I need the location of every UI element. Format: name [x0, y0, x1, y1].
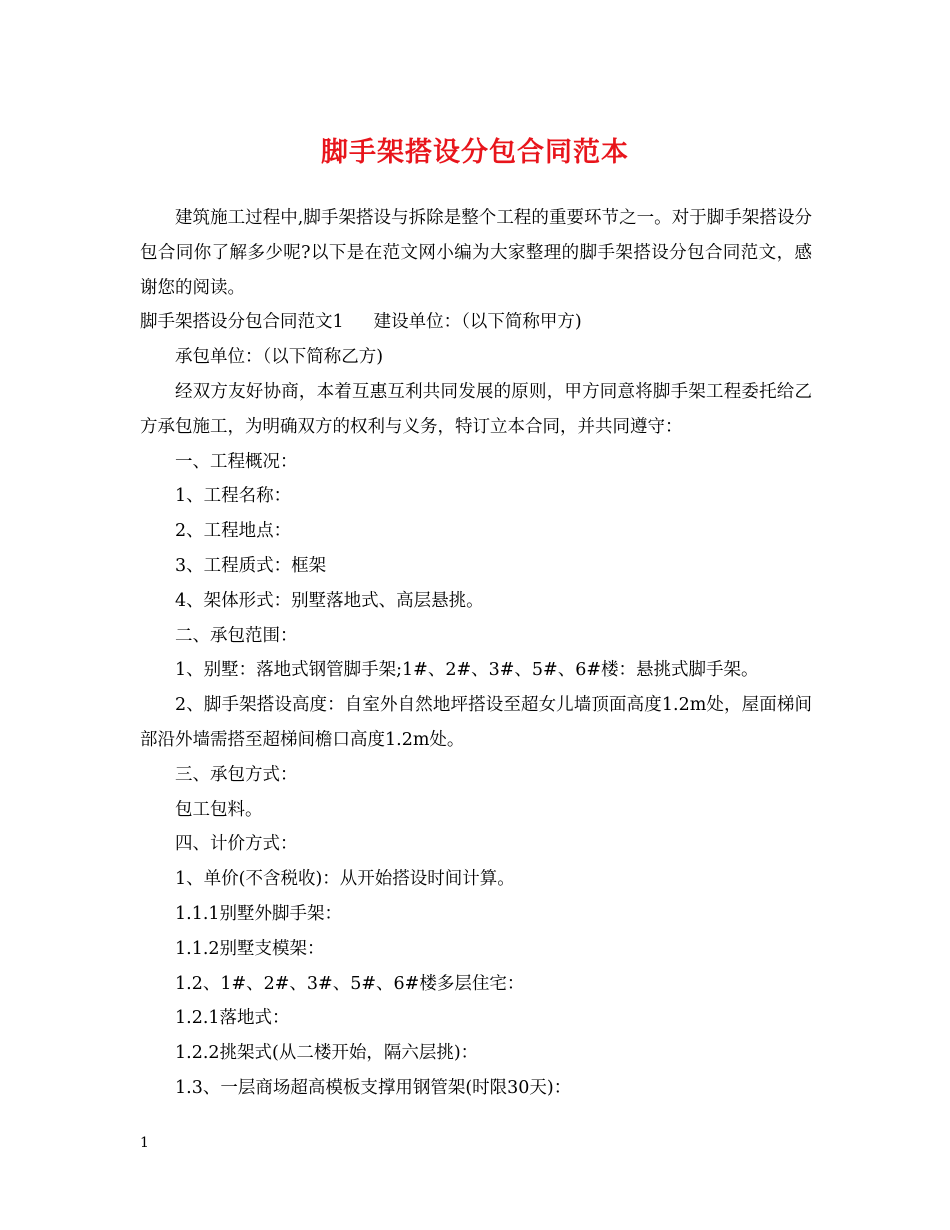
party-b-line: 承包单位：（以下简称乙方) — [175, 347, 384, 368]
section-1-heading: 一、工程概况： — [175, 451, 298, 472]
document-title: 脚手架搭设分包合同范本 — [321, 137, 629, 168]
pricing-item-1-2: 1.2、1#、2#、3#、5#、6#楼多层住宅： — [175, 973, 525, 994]
sample-heading: 脚手架搭设分包合同范文1 — [140, 312, 344, 333]
section-4-heading: 四、计价方式： — [175, 834, 298, 855]
sample-heading-line — [140, 305, 812, 340]
intro-paragraph: 建筑施工过程中,脚手架搭设与拆除是整个工程的重要环节之一。对于脚手架搭设分包合同你了解多少呢?以下是在范文网小编为大家整理的脚手架搭设分包合同范文，感谢您的阅读。 — [140, 208, 812, 298]
page-number: 1 — [140, 1135, 149, 1151]
pricing-item-1-3: 1.3、一层商场超高模板支撑用钢管架(时限30天)： — [175, 1077, 572, 1098]
pricing-item-1-2-2: 1.2.2挑架式(从二楼开始，隔六层挑)： — [175, 1043, 479, 1064]
pricing-item-1-1-2: 1.1.2别墅支模架： — [175, 938, 325, 959]
contract-mode-line: 包工包料。 — [175, 799, 263, 820]
section-3-heading: 三、承包方式： — [175, 764, 298, 785]
project-location-line: 2、工程地点： — [175, 521, 292, 542]
document-body — [140, 201, 812, 1106]
pricing-item-1: 1、单价(不含税收)：从开始搭设时间计算。 — [175, 869, 515, 890]
scope-item-2: 2、脚手架搭设高度：自室外自然地坪搭设至超女儿墙顶面高度1.2m处，屋面梯间部沿外墙需搭至超梯间檐口高度1.2m处。 — [140, 695, 812, 750]
party-a-line: 建设单位：（以下简称甲方) — [373, 312, 582, 333]
project-quality-line: 3、工程质式：框架 — [175, 555, 327, 576]
pricing-item-1-2-1: 1.2.1落地式： — [175, 1008, 290, 1029]
section-2-heading: 二、承包范围： — [175, 625, 298, 646]
pricing-item-1-1-1: 1.1.1别墅外脚手架： — [175, 903, 343, 924]
scope-item-1: 1、别墅：落地式钢管脚手架;1#、2#、3#、5#、6#楼：悬挑式脚手架。 — [175, 660, 759, 681]
agreement-paragraph: 经双方友好协商，本着互惠互利共同发展的原则，甲方同意将脚手架工程委托给乙方承包施工，为明确双方的权利与义务，特订立本合同，并共同遵守： — [140, 381, 812, 437]
project-name-line: 1、工程名称： — [175, 486, 292, 507]
frame-type-line: 4、架体形式：别墅落地式、高层悬挑。 — [175, 590, 484, 611]
